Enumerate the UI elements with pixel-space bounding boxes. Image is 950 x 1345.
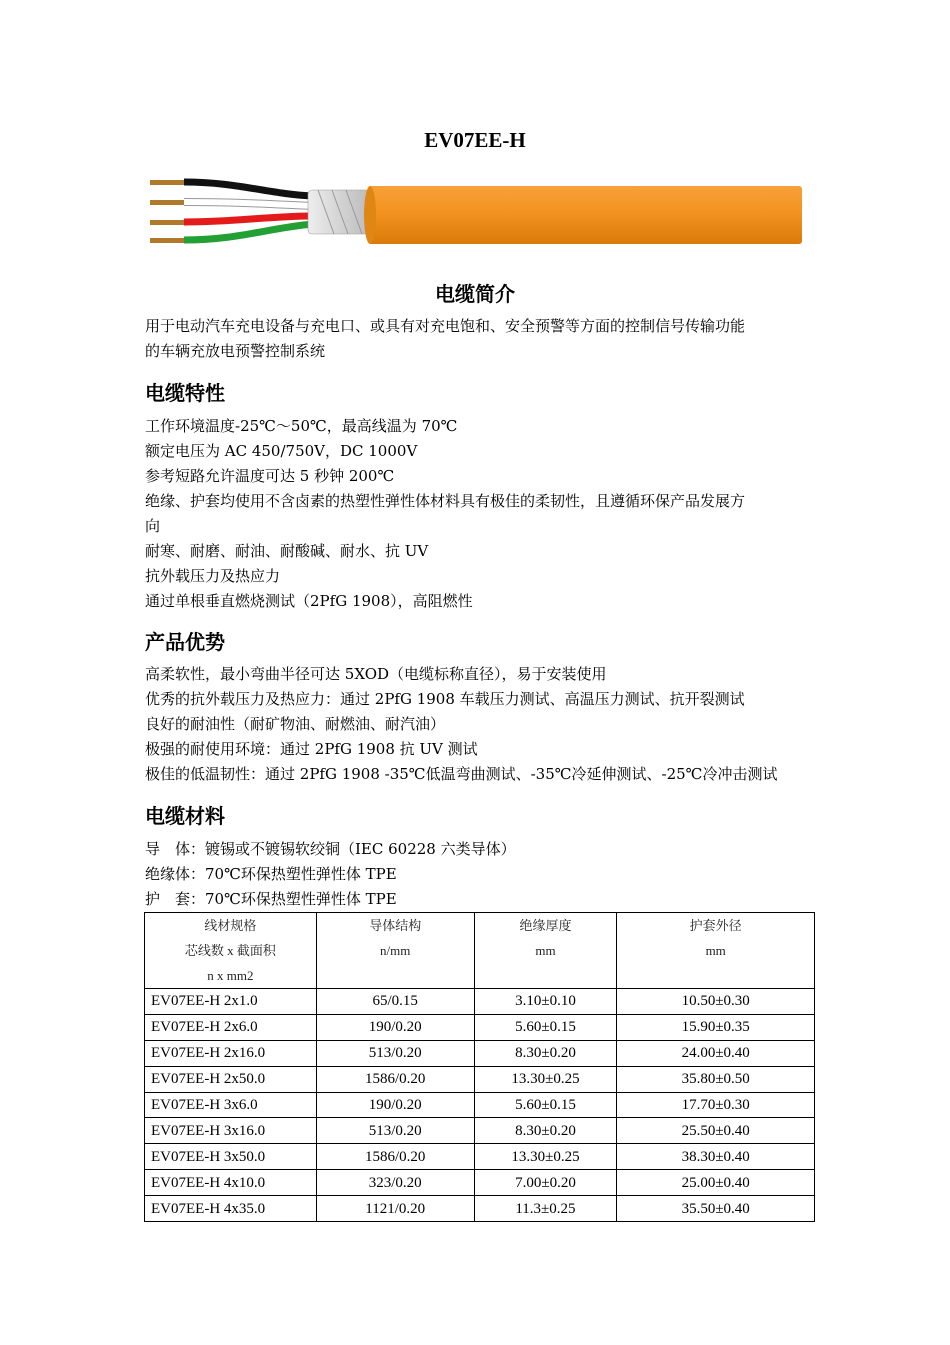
cell-model: EV07EE-H 3x6.0 — [145, 1092, 317, 1118]
feature-line: 额定电压为 AC 450/750V，DC 1000V — [145, 442, 418, 460]
intro-text — [145, 314, 817, 364]
table-row — [145, 1066, 815, 1092]
advantage-line: 优秀的抗外载压力及热应力：通过 2PfG 1908 车载压力测试、高温压力测试、抗开裂测试 — [145, 690, 745, 708]
cell-conductor: 1586/0.20 — [316, 1144, 474, 1170]
materials-heading: 电缆材料 — [145, 804, 225, 828]
material-line: 护 套：70℃环保热塑性弹性体 TPE — [145, 890, 397, 908]
cable-illustration — [148, 172, 804, 248]
cell-model: EV07EE-H 2x50.0 — [145, 1066, 317, 1092]
feature-line: 耐寒、耐磨、耐油、耐酸碱、耐水、抗 UV — [145, 542, 429, 560]
header-line: mm — [535, 943, 556, 958]
cell-model: EV07EE-H 2x1.0 — [145, 989, 317, 1015]
cell-conductor: 1586/0.20 — [316, 1066, 474, 1092]
cell-outer-diameter: 24.00±0.40 — [617, 1040, 815, 1066]
cell-conductor: 513/0.20 — [316, 1118, 474, 1144]
cell-outer-diameter: 17.70±0.30 — [617, 1092, 815, 1118]
cell-insulation: 3.10±0.10 — [474, 989, 617, 1015]
cell-conductor: 1121/0.20 — [316, 1196, 474, 1222]
table-header-row — [145, 913, 815, 989]
cell-model: EV07EE-H 2x16.0 — [145, 1040, 317, 1066]
cell-outer-diameter: 15.90±0.35 — [617, 1014, 815, 1040]
table-row — [145, 1118, 815, 1144]
header-line: 芯线数 x 截面积 — [184, 943, 276, 958]
feature-line: 绝缘、护套均使用不含卤素的热塑性弹性体材料具有极佳的柔韧性，且遵循环保产品发展方 — [145, 492, 746, 510]
header-line: 线材规格 — [204, 918, 257, 933]
advantages-heading: 产品优势 — [145, 630, 225, 654]
feature-line: 通过单根垂直燃烧测试（2PfG 1908），高阻燃性 — [145, 592, 473, 610]
header-line: 导体结构 — [369, 918, 422, 933]
advantage-line: 良好的耐油性（耐矿物油、耐燃油、耐汽油） — [145, 715, 446, 733]
table-row — [145, 1040, 815, 1066]
header-conductor — [316, 913, 474, 989]
cell-model: EV07EE-H 2x6.0 — [145, 1014, 317, 1040]
features-heading: 电缆特性 — [145, 381, 225, 405]
cell-outer-diameter: 38.30±0.40 — [617, 1144, 815, 1170]
intro-line: 用于电动汽车充电设备与充电口、或具有对充电饱和、安全预警等方面的控制信号传输功能 — [145, 317, 746, 335]
feature-line: 向 — [145, 517, 161, 535]
cell-model: EV07EE-H 3x50.0 — [145, 1144, 317, 1170]
feature-line: 工作环境温度-25℃～50℃，最高线温为 70℃ — [145, 417, 458, 435]
feature-line: 参考短路允许温度可达 5 秒钟 200℃ — [145, 467, 395, 485]
advantages-text — [145, 662, 817, 787]
header-spec — [145, 913, 317, 989]
cell-insulation: 13.30±0.25 — [474, 1144, 617, 1170]
features-text — [145, 414, 817, 614]
cell-model: EV07EE-H 3x16.0 — [145, 1118, 317, 1144]
cell-insulation: 8.30±0.20 — [474, 1040, 617, 1066]
materials-text — [145, 837, 817, 912]
header-line: 绝缘厚度 — [519, 918, 572, 933]
cell-outer-diameter: 35.80±0.50 — [617, 1066, 815, 1092]
header-line: mm — [705, 943, 726, 958]
cell-insulation: 7.00±0.20 — [474, 1170, 617, 1196]
intro-heading: 电缆简介 — [435, 282, 515, 306]
table-body — [145, 989, 815, 1222]
material-line: 绝缘体：70℃环保热塑性弹性体 TPE — [145, 865, 397, 883]
document-title: EV07EE-H — [424, 128, 526, 152]
spec-table — [144, 912, 815, 1222]
header-line: 护套外径 — [689, 918, 742, 933]
advantage-line: 极强的耐使用环境：通过 2PfG 1908 抗 UV 测试 — [145, 740, 478, 758]
cell-insulation: 13.30±0.25 — [474, 1066, 617, 1092]
cell-model: EV07EE-H 4x35.0 — [145, 1196, 317, 1222]
table-row — [145, 1196, 815, 1222]
cell-outer-diameter: 35.50±0.40 — [617, 1196, 815, 1222]
cell-insulation: 5.60±0.15 — [474, 1014, 617, 1040]
advantage-line: 高柔软性，最小弯曲半径可达 5XOD（电缆标称直径），易于安装使用 — [145, 665, 607, 683]
cell-conductor: 323/0.20 — [316, 1170, 474, 1196]
cell-insulation: 8.30±0.20 — [474, 1118, 617, 1144]
table-row — [145, 1014, 815, 1040]
cell-outer-diameter: 25.50±0.40 — [617, 1118, 815, 1144]
cell-insulation: 5.60±0.15 — [474, 1092, 617, 1118]
header-line: n/mm — [380, 943, 411, 958]
cell-conductor: 65/0.15 — [316, 989, 474, 1015]
table-row — [145, 989, 815, 1015]
cell-conductor: 190/0.20 — [316, 1092, 474, 1118]
table-row — [145, 1092, 815, 1118]
cell-conductor: 190/0.20 — [316, 1014, 474, 1040]
feature-line: 抗外载压力及热应力 — [145, 567, 281, 585]
advantage-line: 极佳的低温韧性：通过 2PfG 1908 -35℃低温弯曲测试、-35℃冷延伸测试、-25℃冷冲击测试 — [145, 765, 778, 783]
material-line: 导 体：镀锡或不镀锡软绞铜（IEC 60228 六类导体） — [145, 840, 516, 858]
table-row — [145, 1170, 815, 1196]
cell-model: EV07EE-H 4x10.0 — [145, 1170, 317, 1196]
cell-outer-diameter: 25.00±0.40 — [617, 1170, 815, 1196]
cell-conductor: 513/0.20 — [316, 1040, 474, 1066]
intro-line: 的车辆充放电预警控制系统 — [145, 342, 326, 360]
header-insulation — [474, 913, 617, 989]
header-outer-diameter — [617, 913, 815, 989]
cell-insulation: 11.3±0.25 — [474, 1196, 617, 1222]
table-row — [145, 1144, 815, 1170]
cell-outer-diameter: 10.50±0.30 — [617, 989, 815, 1015]
header-line: n x mm2 — [207, 968, 254, 983]
